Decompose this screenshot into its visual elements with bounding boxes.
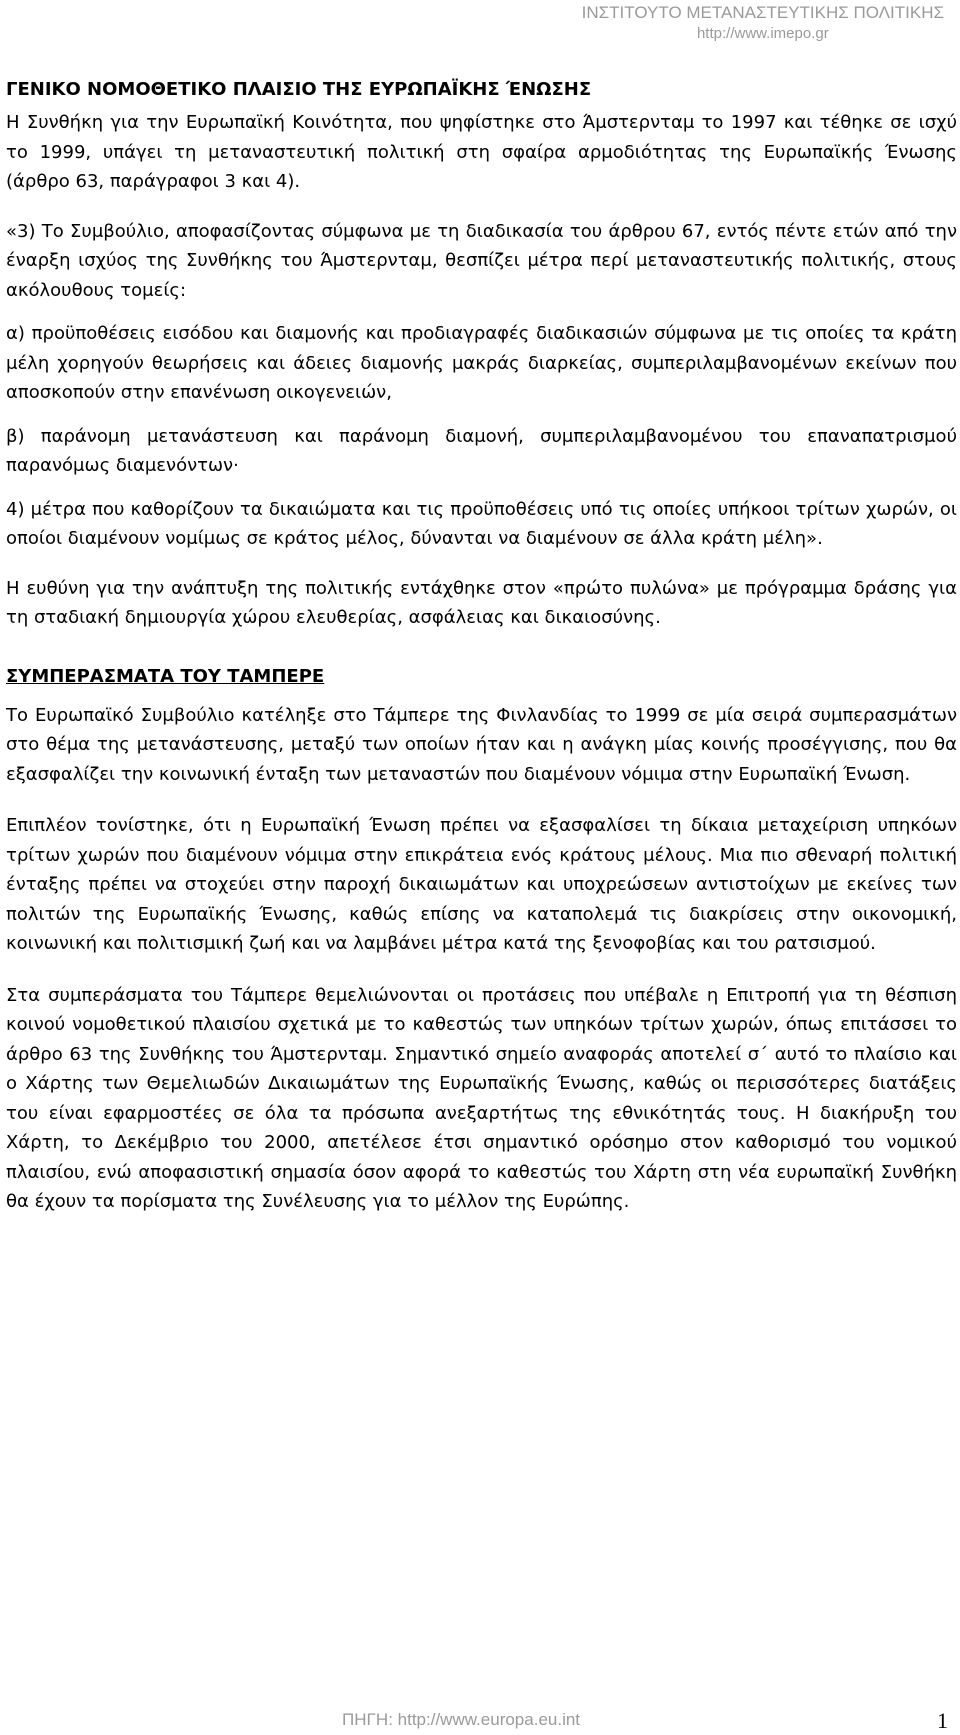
paragraph: Το Ευρωπαϊκό Συμβούλιο κατέληξε στο Τάμπερε της Φινλανδίας το 1999 σε μία σειρά συμπερασμάτων στο θέμα της μετανάστευσης, μεταξύ των οποίων ήταν και η ανάγκη μίας κοινής προσέγγισης, που θα εξασφαλίζει την κοινωνική ένταξη των μεταναστών που διαμένουν νόμιμα στην Ευρωπαϊκή Ένωση. <box>6 704 957 785</box>
paragraph: Η ευθύνη για την ανάπτυξη της πολιτικής εντάχθηκε στον «πρώτο πυλώνα» με πρόγραμμα δράσης για τη σταδιακή δημιουργία χώρου ελευθερίας, ασφάλειας και δικαιοσύνης. <box>6 577 957 628</box>
paragraph: Επιπλέον τονίστηκε, ότι η Ευρωπαϊκή Ένωση πρέπει να εξασφαλίσει τη δίκαια μεταχείριση υπηκόων τρίτων χωρών που διαμένουν νόμιμα στην επικράτεια ενός κράτους μέλους. Μια πιο σθεναρή πολιτική ένταξης πρέπει να στοχεύει στην παροχή δικαιωμάτων και υποχρεώσεων αντιστοίχων με εκείνες των πολιτών της Ευρωπαϊκής Ένωσης, καθώς επίσης να καταπολεμά τις διακρίσεις στην οικονομική, κοινωνική και πολιτισμική ζωή και να λαμβάνει μέτρα κατά της ξενοφοβίας και του ρατσισμού. <box>6 815 957 954</box>
section-heading-tampere: ΣΥΜΠΕΡΑΣΜΑΤΑ ΤΟΥ ΤΑΜΠΕΡΕ <box>6 665 325 687</box>
paragraph: Στα συμπεράσματα του Τάμπερε θεμελιώνονται οι προτάσεις που υπέβαλε η Επιτροπή για τη θέσπιση κοινού νομοθετικού πλαισίου σχετικά με το καθεστώς των υπηκόων τρίτων χωρών, όπως επιτάσσει το άρθρο 63 της Συνθήκης του Άμστερνταμ. Σημαντικό σημείο αναφοράς αποτελεί σ΄ αυτό το πλαίσιο και ο Χάρτης των Θεμελιωδών Δικαιωμάτων της Ευρωπαϊκής Ένωσης, καθώς οι περισσότερες διατάξεις του είναι εφαρμοστέες σε όλα τα πρόσωπα ανεξαρτήτως της εθνικότητάς τους. Η διακήρυξη του Χάρτη, το Δεκέμβριο του 2000, απετέλεσε έτσι σημαντικό ορόσημο στον καθορισμό του νομικού πλαισίου, ενώ αποφασιστική σημασία όσον αφορά το καθεστώς του Χάρτη στη νέα ευρωπαϊκή Συνθήκη θα έχουν τα πορίσματα της Συνέλευσης για το μέλλον της Ευρώπης. <box>6 984 957 1212</box>
footer-source: ΠΗΓΗ: http://www.europa.eu.int <box>342 1710 581 1729</box>
paragraph-item-b: β) παράνομη μετανάστευση και παράνομη διαμονή, συμπεριλαμβανομένου του επαναπατρισμού παρανόμως διαμενόντων· <box>6 425 957 476</box>
document-body <box>6 76 957 1231</box>
paragraph-item-4: 4) μέτρα που καθορίζουν τα δικαιώματα και τις προϋποθέσεις υπό τις οποίες υπήκοοι τρίτων χωρών, οι οποίοι διαμένουν νομίμως σε κράτος μέλος, δύνανται να διαμένουν σε άλλα κράτη μέλη». <box>6 498 957 549</box>
page-header <box>582 2 944 44</box>
page-number: 1 <box>937 1708 948 1733</box>
paragraph-item-a: α) προϋποθέσεις εισόδου και διαμονής και προδιαγραφές διαδικασιών σύμφωνα με τις οποίες τα κράτη μέλη χορηγούν θεωρήσεις και άδειες διαμονής μακράς διαρκείας, συμπεριλαμβανομένων εκείνων που αποσκοπούν στην επανένωση οικογενειών, <box>6 323 957 403</box>
paragraph: Η Συνθήκη για την Ευρωπαϊκή Κοινότητα, που ψηφίστηκε στο Άμστερνταμ το 1997 και τέθηκε σε ισχύ το 1999, υπάγει τη μεταναστευτική πολιτική στη σφαίρα αρμοδιότητας της Ευρωπαϊκής Ένωσης (άρθρο 63, παράγραφοι 3 και 4). <box>6 112 957 192</box>
header-org: ΙΝΣΤΙΤΟΥΤΟ ΜΕΤΑΝΑΣΤΕΥΤΙΚΗΣ ΠΟΛΙΤΙΚΗΣ <box>581 3 944 22</box>
header-url: http://www.imepo.gr <box>696 25 829 42</box>
section-heading-legal-framework: ΓΕΝΙΚΟ ΝΟΜΟΘΕΤΙΚΟ ΠΛΑΙΣΙΟ ΤΗΣ ΕΥΡΩΠΑΪΚΗΣ ΈΝΩΣΗΣ <box>6 79 592 100</box>
paragraph-quote: «3) Το Συμβούλιο, αποφασίζοντας σύμφωνα με τη διαδικασία του άρθρου 67, εντός πέντε ετών από την έναρξη ισχύος της Συνθήκης του Άμστερνταμ, θεσπίζει μέτρα περί μεταναστευτικής πολιτικής, στους ακόλουθους τομείς: <box>6 220 957 301</box>
page-footer <box>0 1692 960 1732</box>
